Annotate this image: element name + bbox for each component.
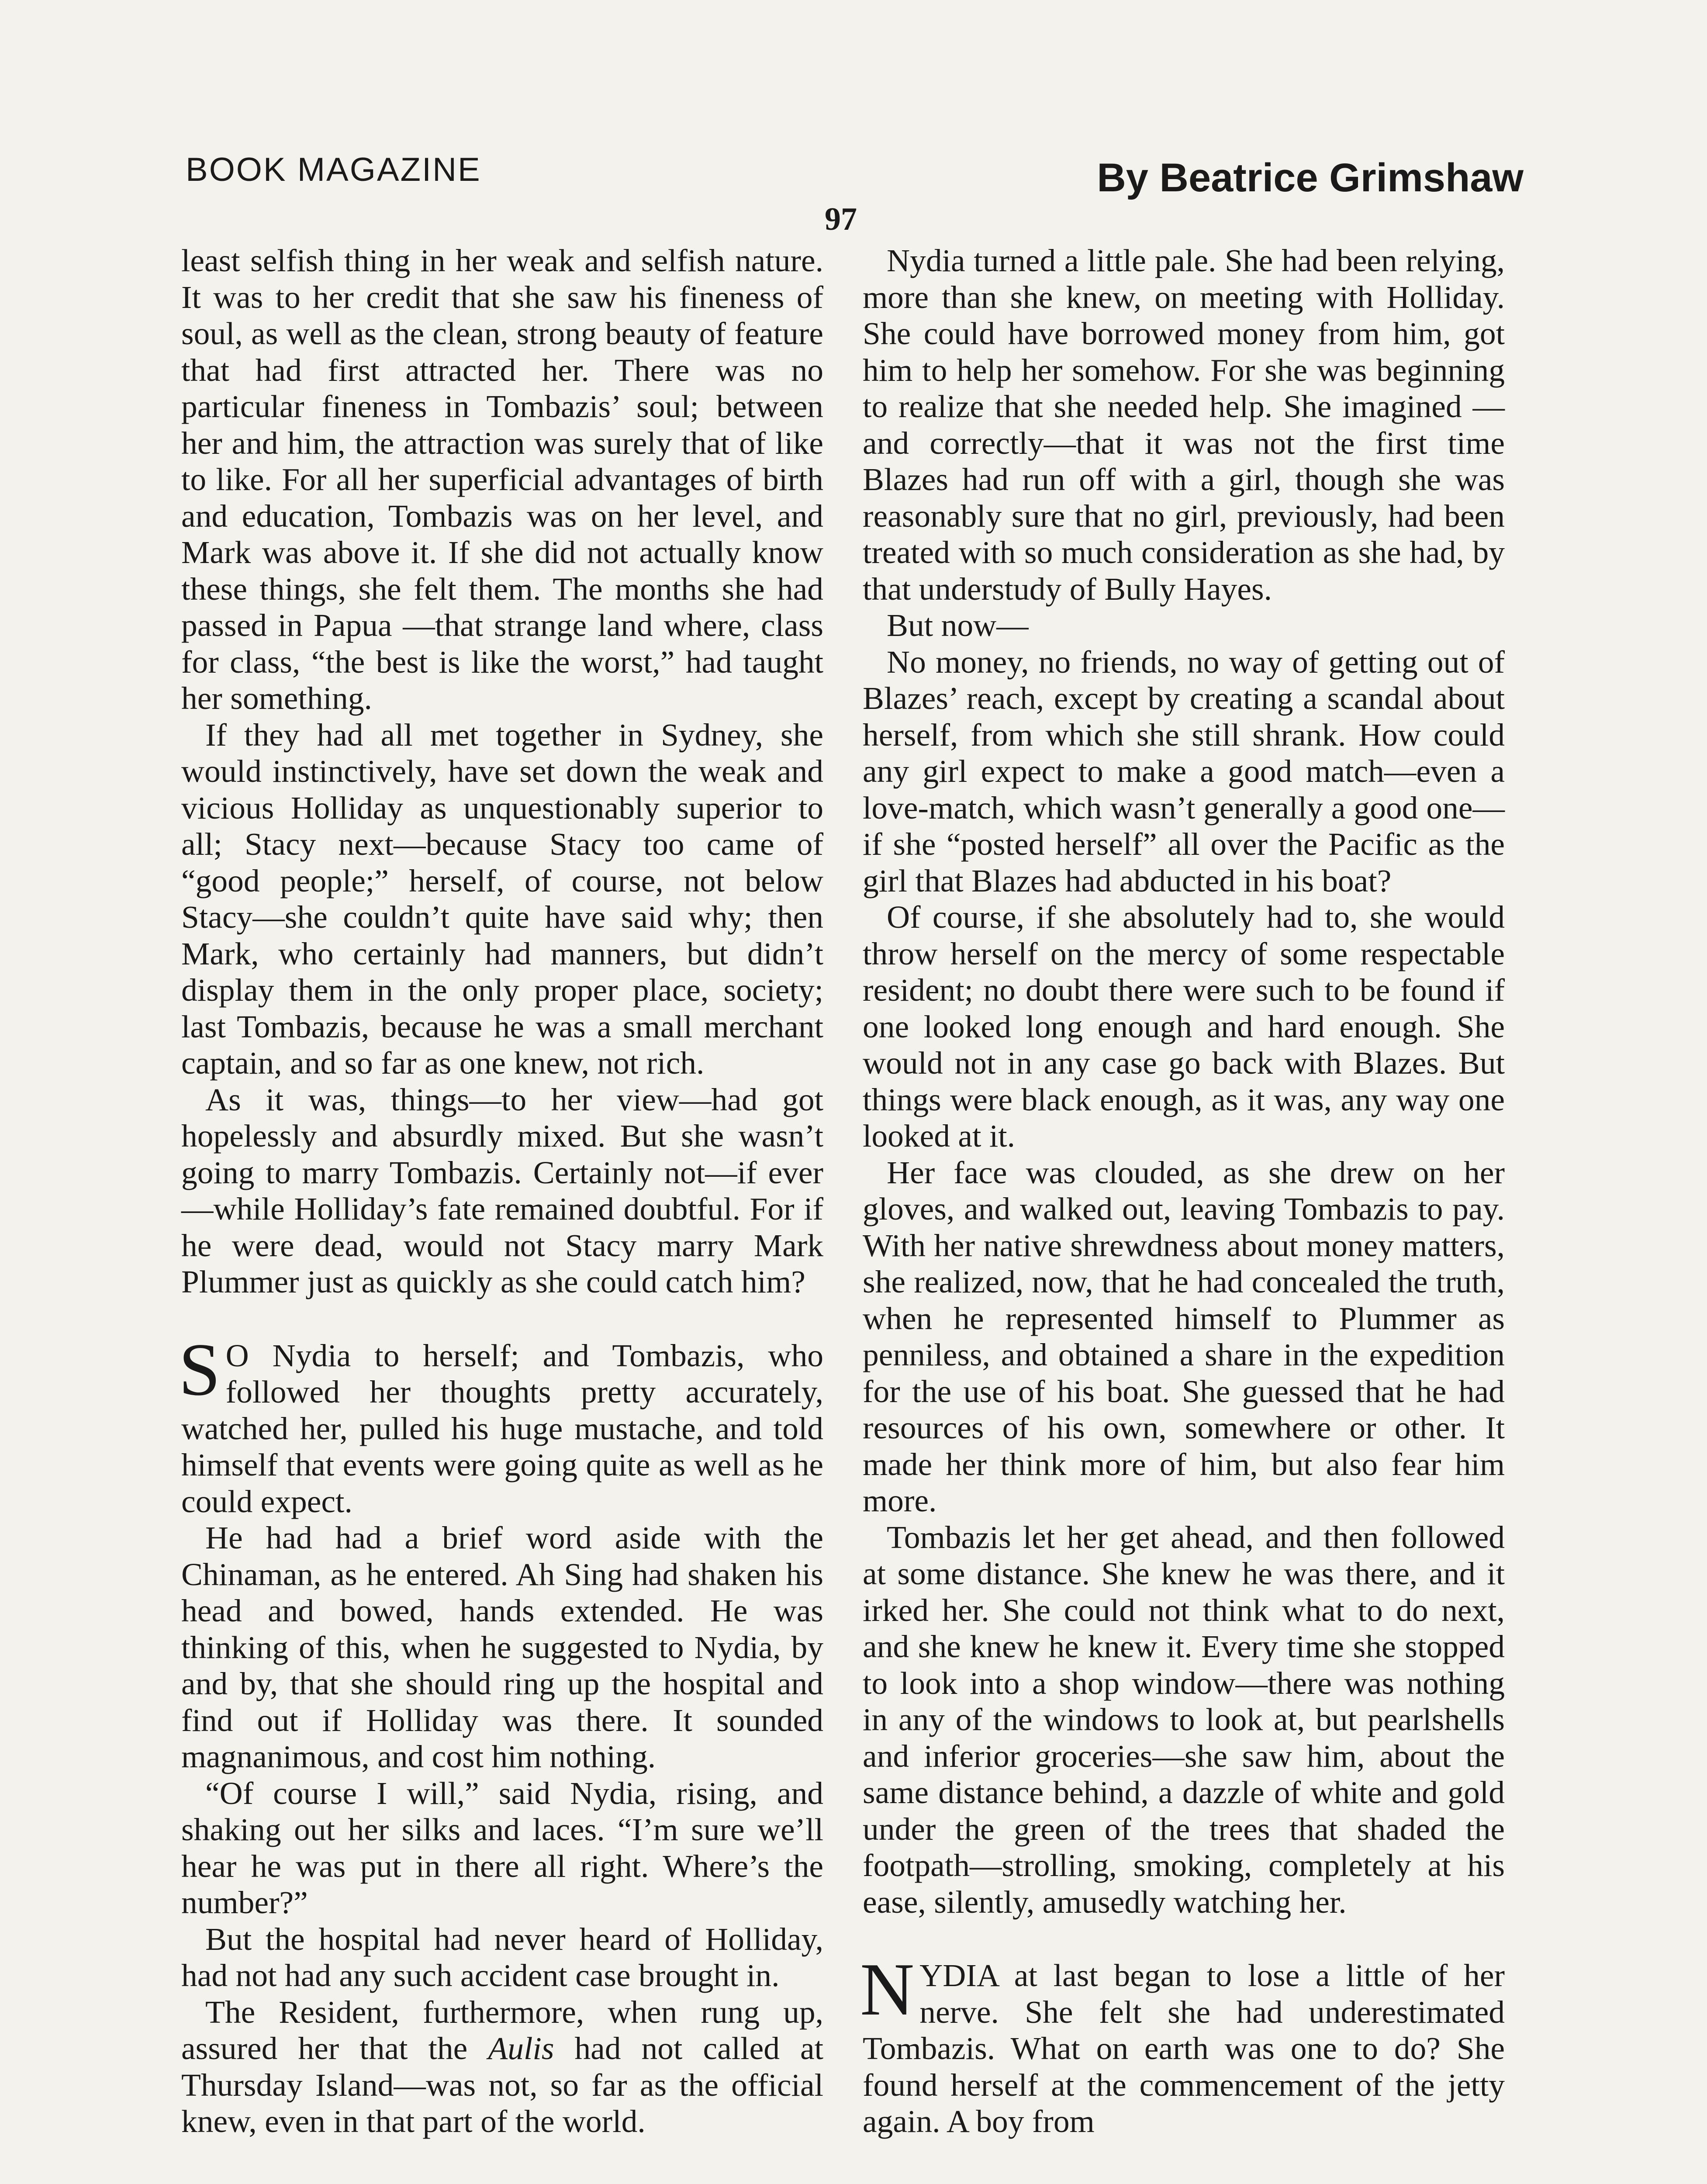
paragraph: But the hospital had never heard of Holliday, had not had any such accident case brought in.	[181, 1921, 823, 1993]
section-paragraph	[860, 1948, 1505, 2140]
paragraph: He had had a brief word aside with the Chinaman, as he entered. Ah Sing had shaken his head and bowed, hands extended. He was thinking of this, when he suggested to Nydia, by and by, that she should ring up the hospital and find out if Holliday was there. It sounded magnanimous, and cost him nothing.	[181, 1520, 823, 1774]
page-number: 97	[825, 201, 857, 237]
paragraph: least selfish thing in her weak and selfish nature. It was to her credit that she saw his fineness of soul, as well as the clean, strong beauty of feature that had first attracted her. There was no particular fineness in Tombazis’ soul; between her and him, the attraction was surely that of like to like. For all her superficial advantages of birth and education, Tombazis was on her level, and Mark was above it. If she did not actually know these things, she felt them. The months she had passed in Papua —that strange land where, class for class, “the best is like the worst,” had taught her something.	[181, 243, 823, 716]
section-text: YDIA at last began to lose a little of her nerve. She felt she had underestimated Tombazis. What on earth was one to do? She found herself at the commencement of the jetty again. A boy from	[863, 1958, 1505, 2139]
drop-cap: N	[860, 1948, 915, 2031]
paragraph: “Of course I will,” said Nydia, rising, and shaking out her silks and laces. “I’m sure we’ll hear he was put in there all right. Where’s the number?”	[181, 1775, 823, 1920]
paragraph: Of course, if she absolutely had to, she would throw herself on the mercy of some respectable resident; no doubt there were such to be found if one looked long enough and hard enough. She would not in any case go back with Blazes. But things were black enough, as it was, any way one looked at it.	[863, 899, 1505, 1154]
paragraph-text: had not called at Thursday Island—was not, so far as the official knew, even in that part of the world.	[181, 2031, 823, 2139]
ship-name: Aulis	[488, 2031, 554, 2066]
drop-cap: S	[179, 1328, 221, 1411]
left-column	[181, 242, 823, 2140]
paragraph	[181, 1994, 823, 2140]
paragraph: No money, no friends, no way of getting out of Blazes’ reach, except by creating a scandal about herself, from which she still shrank. How could any girl expect to make a good match—even a love-match, which wasn’t generally a good one—if she “posted herself” all over the Pacific as the girl that Blazes had abducted in his boat?	[863, 644, 1505, 898]
magazine-title: BOOK MAGAZINE	[186, 151, 481, 188]
paragraph: But now—	[887, 608, 1029, 643]
right-column	[860, 242, 1505, 2140]
paragraph-text: The Resident, furthermore, when rung up, assured her that the	[181, 1994, 823, 2066]
paragraph: Her face was clouded, as she drew on her gloves, and walked out, leaving Tombazis to pay. With her native shrewdness about money matters, she realized, now, that he had concealed the truth, when he represented himself to Plummer as penniless, and obtained a share in the expedition for the use of his boat. She guessed that he had resources of his own, somewhere or other. It made her think more of him, but also fear him more.	[863, 1154, 1505, 1518]
paragraph: Tombazis let her get ahead, and then followed at some distance. She knew he was there, and it irked her. She could not think what to do next, and she knew he knew it. Every time she stopped to look into a shop window—there was nothing in any of the windows to look at, but pearlshells and inferior groceries—she saw him, about the same distance behind, a dazzle of white and gold under the green of the trees that shaded the footpath—strolling, smoking, completely at his ease, silently, amusedly watching her.	[863, 1519, 1505, 1920]
paragraph: Nydia turned a little pale. She had been relying, more than she knew, on meeting with Holliday. She could have borrowed money from him, got him to help her somehow. For she was beginning to realize that she needed help. She imagined —and correctly—that it was not the first time Blazes had run off with a girl, though she was reasonably sure that no girl, previously, had been treated with so much consideration as she had, by that understudy of Bully Hayes.	[863, 243, 1505, 607]
section-paragraph	[179, 1328, 823, 1520]
section-text: O Nydia to herself; and Tombazis, who followed her thoughts pretty accurately, watched her, pulled his huge mustache, and told himself that events were going quite as well as he could expect.	[181, 1337, 823, 1519]
paragraph: As it was, things—to her view—had got hopelessly and absurdly mixed. But she wasn’t going to marry Tombazis. Certainly not—if ever—while Holliday’s fate remained doubtful. For if he were dead, would not Stacy marry Mark Plummer just as quickly as she could catch him?	[181, 1082, 823, 1299]
author-byline: By Beatrice Grimshaw	[1097, 156, 1524, 200]
paragraph: If they had all met together in Sydney, she would instinctively, have set down the weak and vicious Holliday as unquestionably superior to all; Stacy next—because Stacy too came of “good people;” herself, of course, not below Stacy—she couldn’t quite have said why; then Mark, who certainly had manners, but didn’t display them in the only proper place, society; last Tombazis, because he was a small merchant captain, and so far as one knew, not rich.	[181, 717, 823, 1081]
